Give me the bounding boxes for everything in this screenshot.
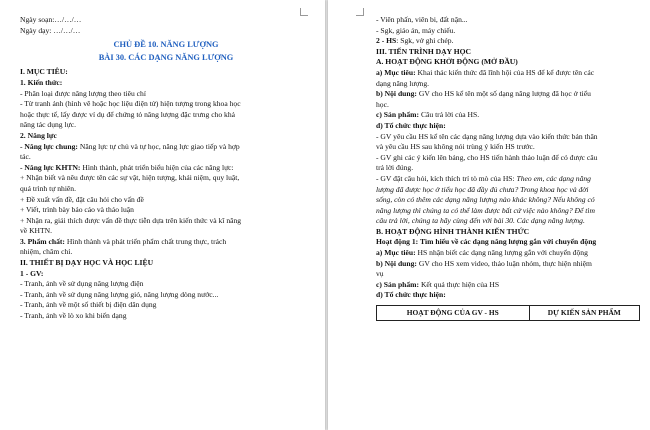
left-page-content [20, 15, 312, 322]
khtn-ability-text: Hình thành, phát triển biểu hiện của các năng lực: [80, 162, 234, 172]
content-b1 [376, 259, 638, 270]
content-b-cont: học. [376, 99, 389, 109]
page-corner-mark [356, 8, 364, 16]
hs-label: 2 - HS [376, 36, 397, 46]
question-line: câu trả lời, chúng ta hãy cùng đến với bài 30. Các dạng năng lượng. [376, 216, 585, 226]
question-line: lượng đã được học ở tiểu học đã đầy đủ chưa? Trong khoa học và đời [376, 184, 589, 194]
product-text: Kết quả thực hiện của HS [419, 279, 500, 289]
lesson-title: BÀI 30. CÁC DẠNG NĂNG LƯỢNG [98, 52, 234, 62]
material-line: - Viên phấn, viên bi, đất nặn... [376, 15, 468, 24]
section-process-heading: III. TIẾN TRÌNH DẠY HỌC [376, 46, 472, 56]
knowledge-line: năng tác dụng lực. [20, 120, 76, 130]
organization-line: và yêu cầu HS sau không nói trùng ý kiến HS trước. [376, 142, 535, 152]
objective-a [376, 68, 638, 79]
general-ability-cont: tác. [20, 152, 31, 162]
gv-line: - Tranh, ảnh về sử dụng năng lượng gió, năng lượng dòng nước... [20, 289, 219, 299]
khtn-line: + Đề xuất vấn đề, đặt câu hỏi cho vấn đề [20, 194, 144, 204]
quality [20, 237, 312, 248]
content-text: GV cho HS xem video, thảo luận nhóm, thực hiện nhiệm [416, 258, 592, 268]
product-label: c) Sản phẩm: [376, 110, 420, 120]
question-line: năng lượng thì chúng ta có thể làm được bất cứ việc nào không? Để tìm [376, 205, 595, 215]
organization-line: - GV yêu cầu HS kể tên các dạng năng lượng dựa vào kiến thức bản thân [376, 131, 598, 141]
topic-title: CHỦ ĐỀ 10. NĂNG LƯỢNG [113, 40, 219, 50]
organization-line: trả lời đúng. [376, 163, 414, 173]
activity-1-heading: Hoạt động 1: Tìm hiểu về các dạng năng lượng gắn với chuyển động [376, 237, 597, 247]
gv-line: - Tranh, ảnh về sử dụng năng lượng điện [20, 279, 144, 289]
question-intro: - GV đặt câu hỏi, kích thích trí tò mò của HS: [376, 173, 517, 183]
content-b [376, 89, 638, 100]
product-text: Câu trả lời của HS. [419, 110, 480, 120]
khtn-line: + Viết, trình bày báo cáo và thảo luận [20, 205, 134, 215]
section-objectives-heading: I. MỤC TIÊU: [20, 67, 68, 77]
objective-text: Khai thác kiến thức đã lĩnh hội của HS để kể được tên các [415, 67, 595, 77]
objective-text: HS nhận biết các dạng năng lượng gắn với chuyển động [415, 248, 588, 258]
quality-text: Hình thành và phát triển phẩm chất trung thực, trách [64, 236, 227, 246]
question-line: sống, còn có thêm các dạng năng lượng nào khác không? Nếu không có [376, 195, 595, 205]
objective-b1 [376, 248, 638, 259]
gv-line: - Tranh, ảnh về lò xo khi biến dạng [20, 311, 127, 321]
khtn-ability [20, 163, 312, 174]
lesson-plan-table [376, 305, 640, 321]
document-page-right [328, 0, 650, 430]
section-equipment-heading: II. THIẾT BỊ DẠY HỌC VÀ HỌC LIỆU [20, 258, 154, 268]
organization-question [376, 174, 638, 185]
gv-line: - Tranh, ảnh về một số thiết bị điện dân dụng [20, 300, 157, 310]
khtn-line: quá trình tự nhiên. [20, 183, 76, 193]
content-label: b) Nội dung: [376, 89, 417, 99]
knowledge-line: hoặc thực tế, lấy được ví dụ để chứng tỏ năng lượng đặc trưng cho khả [20, 109, 236, 119]
activity-a-heading: A. HOẠT ĐỘNG KHỞI ĐỘNG (MỞ ĐẦU) [376, 57, 518, 67]
product-b1 [376, 280, 638, 291]
objective-label: a) Mục tiêu: [376, 67, 416, 77]
gv-heading: 1 - GV: [20, 268, 44, 278]
quality-cont: nhiệm, chăm chỉ. [20, 247, 73, 257]
general-ability [20, 142, 312, 153]
date-prepared: Ngày soạn:…/…/… [20, 15, 82, 24]
general-ability-label: - Năng lực chung: [20, 141, 78, 151]
objective-a-cont: dạng năng lượng. [376, 78, 430, 88]
product-label: c) Sản phẩm: [376, 279, 420, 289]
khtn-line: + Nhận ra, giải thích được vấn đề thực tiễn dựa trên kiến thức và kĩ năng [20, 215, 242, 225]
khtn-line: về KHTN. [20, 226, 53, 236]
objective-label: a) Mục tiêu: [376, 248, 416, 258]
date-taught: Ngày dạy: …/…/… [20, 25, 81, 35]
material-line: - Sgk, giáo án, máy chiếu. [376, 25, 456, 35]
knowledge-line: - Phân loại được năng lượng theo tiêu chí [20, 88, 146, 98]
quality-label: 3. Phẩm chất: [20, 236, 65, 246]
organization-b1-heading: d) Tổ chức thực hiện: [376, 290, 446, 300]
activity-b-heading: B. HOẠT ĐỘNG HÌNH THÀNH KIẾN THỨC [376, 226, 530, 236]
content-label: b) Nội dung: [376, 258, 417, 268]
general-ability-text: Năng lực tự chủ và tự học, năng lực giao tiếp và hợp [77, 141, 240, 151]
question-text: Theo em, các dạng năng [516, 173, 591, 183]
knowledge-heading: 1. Kiến thức: [20, 77, 63, 87]
table-header-product: DỰ KIẾN SẢN PHẨM [529, 306, 639, 321]
table-header-activity: HOẠT ĐỘNG CỦA GV - HS [377, 306, 530, 321]
organization-heading: d) Tổ chức thực hiện: [376, 120, 446, 130]
hs-text: : Sgk, vở ghi chép. [396, 36, 454, 46]
khtn-line: + Nhận biết và nêu được tên các sự vật, hiện tượng, khái niệm, quy luật, [20, 173, 240, 183]
content-b1-cont: vụ [376, 269, 384, 279]
right-page-content [376, 15, 638, 321]
hs-materials [376, 36, 638, 47]
organization-line: - GV ghi các ý kiến lên bảng, cho HS tiến hành thảo luận để có được câu [376, 152, 598, 162]
table-header-row [377, 306, 640, 321]
ability-heading: 2. Năng lực [20, 130, 57, 140]
knowledge-line: - Từ tranh ảnh (hình vẽ hoặc học liệu điện tử) hiện tượng trong khoa học [20, 99, 241, 109]
product-c [376, 110, 638, 121]
khtn-ability-label: - Năng lực KHTN: [20, 162, 81, 172]
content-text: GV cho HS kể tên một số dạng năng lượng đã học ở tiểu [416, 89, 591, 99]
